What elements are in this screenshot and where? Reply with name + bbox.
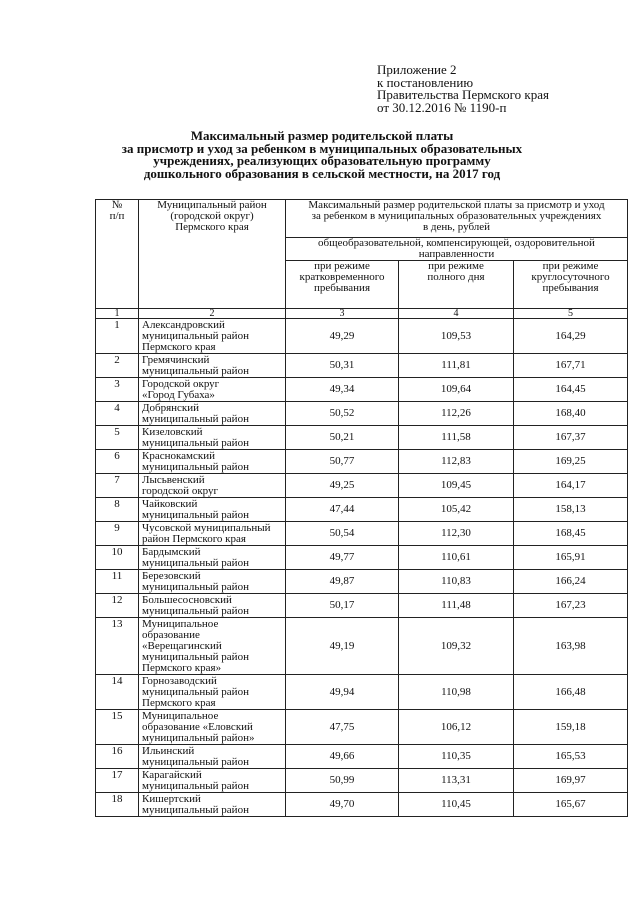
table-row (96, 710, 628, 745)
fee-round-the-clock: 167,71 (514, 354, 628, 378)
header-short-line: кратковременного (299, 271, 385, 283)
header-number-line: № (111, 199, 123, 211)
district-name-line: Чайковский (142, 498, 198, 510)
district-name-line: муниципальный район (142, 651, 249, 663)
row-number: 17 (96, 769, 139, 793)
header-full-line: при режиме (428, 260, 484, 272)
district-name-line: муниципальный район (142, 365, 249, 377)
fee-full-day: 113,31 (399, 769, 514, 793)
header-short-stay (286, 261, 399, 309)
district-name-line: Горнозаводский (142, 675, 217, 687)
district-name (139, 474, 286, 498)
fee-full-day: 106,12 (399, 710, 514, 745)
header-full-line: полного дня (427, 271, 485, 283)
district-name-line: муниципальный район (142, 686, 249, 698)
fee-round-the-clock: 166,24 (514, 570, 628, 594)
district-name-line: Кизеловский (142, 426, 203, 438)
row-number: 7 (96, 474, 139, 498)
appendix-line: от 30.12.2016 № 1190-п (377, 99, 507, 115)
table-row (96, 426, 628, 450)
header-orientation-line: направленности (418, 248, 495, 260)
fee-round-the-clock: 168,45 (514, 522, 628, 546)
district-name (139, 522, 286, 546)
row-number: 11 (96, 570, 139, 594)
district-name (139, 710, 286, 745)
title-line: Максимальный размер родительской платы (190, 128, 454, 143)
district-name-line: Муниципальное (142, 710, 219, 722)
row-number: 14 (96, 675, 139, 710)
district-name-line: «Верещагинский (142, 640, 222, 652)
appendix-line: к постановлению (377, 74, 474, 90)
table-row (96, 474, 628, 498)
fee-round-the-clock: 165,91 (514, 546, 628, 570)
table-row (96, 618, 628, 675)
district-name-line: муниципальный район (142, 780, 249, 792)
fee-short-stay: 50,52 (286, 402, 399, 426)
header-max-line: за ребенком в муниципальных образовательных учреждениях (311, 210, 602, 222)
fee-full-day: 109,53 (399, 319, 514, 354)
table-row (96, 594, 628, 618)
header-short-line: пребывания (313, 282, 371, 294)
district-name-line: Чусовской муниципальный (142, 522, 271, 534)
table-row (96, 769, 628, 793)
title-line: за присмотр и уход за ребенком в муниципальных образовательных (121, 140, 523, 156)
district-name-line: «Город Губаха» (142, 389, 215, 401)
district-name-line: Лысьвенский (142, 474, 205, 486)
fee-round-the-clock: 169,97 (514, 769, 628, 793)
header-short-line: при режиме (314, 260, 370, 272)
fee-short-stay: 50,99 (286, 769, 399, 793)
row-number: 2 (96, 354, 139, 378)
column-index: 4 (399, 309, 514, 319)
district-name-line: муниципальный район (142, 437, 249, 449)
district-name-line: образование «Еловский (142, 721, 253, 733)
row-number: 15 (96, 710, 139, 745)
fee-short-stay: 50,31 (286, 354, 399, 378)
table-row (96, 522, 628, 546)
district-name (139, 450, 286, 474)
table-row (96, 546, 628, 570)
fee-short-stay: 49,29 (286, 319, 399, 354)
fee-round-the-clock: 165,67 (514, 793, 628, 817)
table-row (96, 319, 628, 354)
district-name (139, 769, 286, 793)
fee-full-day: 112,30 (399, 522, 514, 546)
fee-short-stay: 47,44 (286, 498, 399, 522)
row-number: 13 (96, 618, 139, 675)
table-row (96, 675, 628, 710)
district-name (139, 570, 286, 594)
district-name (139, 594, 286, 618)
fee-short-stay: 50,21 (286, 426, 399, 450)
header-round-line: пребывания (542, 282, 599, 294)
district-name-line: Большесосновский (142, 594, 232, 606)
row-number: 16 (96, 745, 139, 769)
district-name-line: Ильинский (142, 745, 195, 757)
fee-round-the-clock: 167,37 (514, 426, 628, 450)
district-name-line: Карагайский (142, 769, 202, 781)
header-round-line: при режиме (542, 260, 599, 272)
district-name (139, 745, 286, 769)
row-number: 9 (96, 522, 139, 546)
header-max-line: Максимальный размер родительской платы за присмотр и уход (308, 199, 605, 211)
appendix-line: Приложение 2 (377, 62, 457, 77)
fee-short-stay: 49,87 (286, 570, 399, 594)
header-max-fee (286, 200, 628, 238)
header-max-line: в день, рублей (422, 221, 491, 233)
row-number: 18 (96, 793, 139, 817)
fee-short-stay: 49,19 (286, 618, 399, 675)
fee-full-day: 105,42 (399, 498, 514, 522)
table-row (96, 793, 628, 817)
row-number: 10 (96, 546, 139, 570)
row-number: 8 (96, 498, 139, 522)
district-name-line: Краснокамский (142, 450, 216, 462)
appendix-block (377, 64, 549, 114)
header-number (96, 200, 139, 309)
district-name-line: муниципальный район (142, 330, 249, 342)
district-name-line: муниципальный район (142, 756, 249, 768)
fee-short-stay: 49,77 (286, 546, 399, 570)
fee-full-day: 112,83 (399, 450, 514, 474)
district-name (139, 675, 286, 710)
district-name-line: Гремячинский (142, 354, 210, 366)
district-name-line: Кишертский (142, 793, 201, 805)
document-title (96, 130, 548, 180)
fee-full-day: 110,83 (399, 570, 514, 594)
district-name-line: Березовский (142, 570, 201, 582)
district-name-line: Пермского края (142, 341, 216, 353)
district-name-line: муниципальный район (142, 461, 249, 473)
header-number-line: п/п (109, 210, 125, 222)
table-body (96, 319, 628, 817)
header-round-the-clock (514, 261, 628, 309)
column-index: 1 (96, 309, 139, 319)
district-name-line: муниципальный район (142, 804, 249, 816)
district-name-line: Пермского края (142, 697, 216, 709)
district-name-line: Бардымский (142, 546, 201, 558)
header-district (139, 200, 286, 309)
fee-short-stay: 50,77 (286, 450, 399, 474)
district-name (139, 426, 286, 450)
fee-full-day: 109,32 (399, 618, 514, 675)
district-name (139, 402, 286, 426)
fee-short-stay: 50,54 (286, 522, 399, 546)
header-orientation (286, 238, 628, 261)
row-number: 4 (96, 402, 139, 426)
district-name-line: муниципальный район (142, 557, 249, 569)
table-row (96, 354, 628, 378)
fee-round-the-clock: 158,13 (514, 498, 628, 522)
header-round-line: круглосуточного (531, 271, 610, 283)
district-name (139, 498, 286, 522)
district-name (139, 319, 286, 354)
fee-full-day: 110,98 (399, 675, 514, 710)
fee-round-the-clock: 166,48 (514, 675, 628, 710)
district-name-line: муниципальный район (142, 413, 249, 425)
fee-full-day: 110,61 (399, 546, 514, 570)
fee-round-the-clock: 165,53 (514, 745, 628, 769)
row-number: 12 (96, 594, 139, 618)
table-row (96, 570, 628, 594)
column-index: 5 (514, 309, 628, 319)
row-number: 6 (96, 450, 139, 474)
fee-round-the-clock: 163,98 (514, 618, 628, 675)
fee-short-stay: 49,94 (286, 675, 399, 710)
fee-round-the-clock: 167,23 (514, 594, 628, 618)
table-row (96, 745, 628, 769)
fee-full-day: 110,35 (399, 745, 514, 769)
fee-round-the-clock: 159,18 (514, 710, 628, 745)
column-index: 3 (286, 309, 399, 319)
header-district-line: (городской округ) (170, 210, 254, 222)
fee-round-the-clock: 169,25 (514, 450, 628, 474)
fee-full-day: 109,45 (399, 474, 514, 498)
row-number: 3 (96, 378, 139, 402)
district-name-line: муниципальный район (142, 509, 249, 521)
district-name-line: район Пермского края (142, 533, 246, 545)
fee-round-the-clock: 164,45 (514, 378, 628, 402)
district-name-line: муниципальный район (142, 581, 249, 593)
fee-short-stay: 47,75 (286, 710, 399, 745)
fee-round-the-clock: 164,17 (514, 474, 628, 498)
title-line: дошкольного образования в сельской местности, на 2017 год (143, 165, 501, 181)
fee-short-stay: 49,34 (286, 378, 399, 402)
fee-round-the-clock: 168,40 (514, 402, 628, 426)
table-row (96, 378, 628, 402)
title-line: учреждениях, реализующих образовательную программу (153, 153, 491, 168)
district-name (139, 618, 286, 675)
fee-short-stay: 49,70 (286, 793, 399, 817)
fee-short-stay: 49,66 (286, 745, 399, 769)
fee-short-stay: 50,17 (286, 594, 399, 618)
fee-round-the-clock: 164,29 (514, 319, 628, 354)
fee-full-day: 110,45 (399, 793, 514, 817)
appendix-line: Правительства Пермского края (377, 87, 549, 103)
fee-full-day: 111,58 (399, 426, 514, 450)
district-name (139, 793, 286, 817)
fee-full-day: 111,48 (399, 594, 514, 618)
district-name (139, 354, 286, 378)
column-index: 2 (139, 309, 286, 319)
district-name-line: муниципальный район» (142, 732, 255, 744)
header-full-day (399, 261, 514, 309)
header-district-line: Пермского края (175, 221, 249, 233)
fee-full-day: 109,64 (399, 378, 514, 402)
table-row (96, 498, 628, 522)
district-name-line: Добрянский (142, 402, 200, 414)
district-name (139, 546, 286, 570)
district-name-line: Пермского края» (142, 662, 222, 674)
fee-full-day: 112,26 (399, 402, 514, 426)
district-name (139, 378, 286, 402)
header-district-line: Муниципальный район (157, 199, 267, 211)
fee-full-day: 111,81 (399, 354, 514, 378)
table-row (96, 402, 628, 426)
row-number: 1 (96, 319, 139, 354)
row-number: 5 (96, 426, 139, 450)
fee-short-stay: 49,25 (286, 474, 399, 498)
district-name-line: муниципальный район (142, 605, 249, 617)
district-name-line: образование (142, 629, 200, 641)
table-row (96, 450, 628, 474)
district-name-line: городской округ (142, 485, 219, 497)
fee-table (95, 199, 628, 817)
district-name-line: Муниципальное (142, 618, 219, 630)
district-name-line: Александровский (142, 319, 225, 331)
header-orientation-line: общеобразовательной, компенсирующей, оздоровительной (318, 237, 595, 249)
district-name-line: Городской округ (142, 378, 220, 390)
